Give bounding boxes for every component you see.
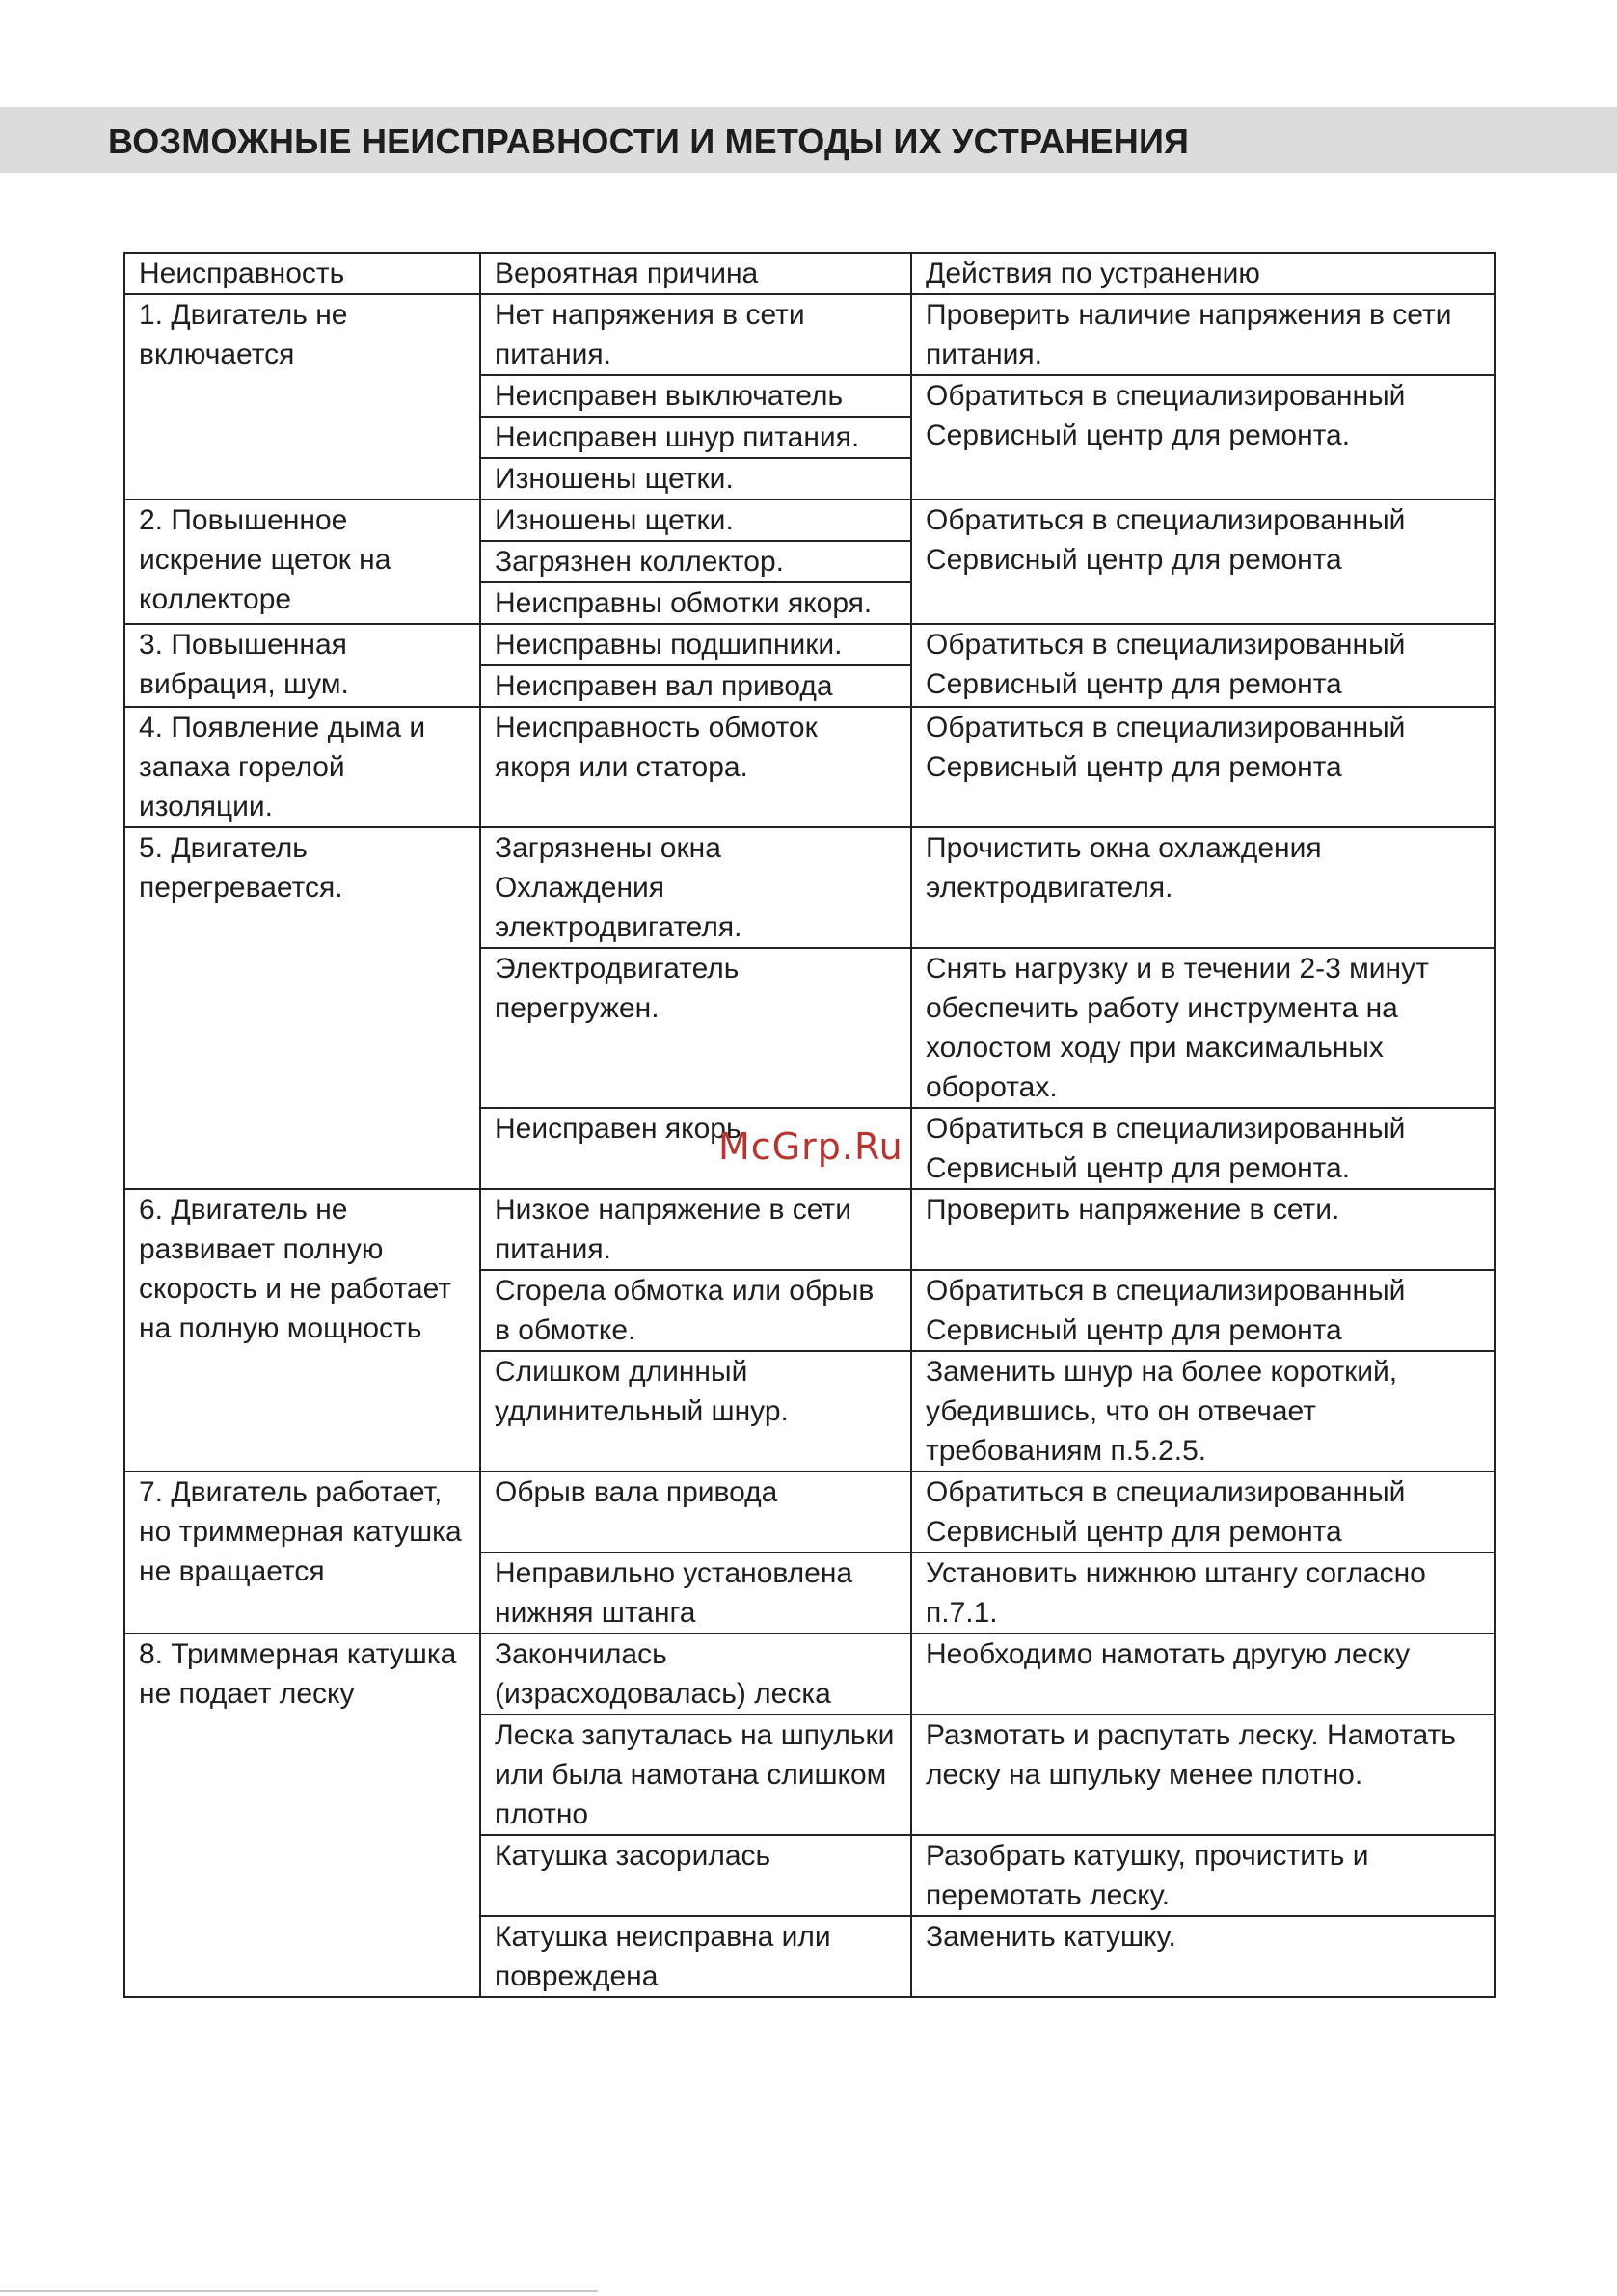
cause-cell: Катушка неисправна или повреждена — [480, 1916, 911, 1997]
cause-cell: Неисправен шнур питания. — [480, 417, 911, 458]
cause-cell: Леска запуталась на шпульки или была намотана слишком плотно — [480, 1715, 911, 1835]
table-row — [124, 500, 1495, 541]
fault-cell: 5. Двигатель перегревается. — [124, 827, 480, 1189]
action-cell: Обратиться в специализированный Сервисный центр для ремонта — [911, 1472, 1495, 1553]
cause-cell: Неисправность обмоток якоря или статора. — [480, 707, 911, 827]
fault-cell: 7. Двигатель работает, но триммерная катушка не вращается — [124, 1472, 480, 1634]
action-cell: Проверить напряжение в сети. — [911, 1189, 1495, 1270]
table-row — [124, 294, 1495, 375]
cause-cell: Неисправны подшипники. — [480, 624, 911, 665]
table-row — [124, 707, 1495, 827]
cause-cell: Обрыв вала привода — [480, 1472, 911, 1553]
action-cell: Обратиться в специализированный Сервисный центр для ремонта — [911, 500, 1495, 624]
cause-cell: Неправильно установлена нижняя штанга — [480, 1553, 911, 1634]
cause-cell: Неисправен вал привода — [480, 665, 911, 707]
header-action: Действия по устранению — [911, 253, 1495, 294]
cause-cell: Сгорела обмотка или обрыв в обмотке. — [480, 1270, 911, 1351]
header-fault: Неисправность — [124, 253, 480, 294]
action-cell: Заменить шнур на более короткий, убедившись, что он отвечает требованиям п.5.2.5. — [911, 1351, 1495, 1472]
fault-cell: 2. Повышенное искрение щеток на коллекторе — [124, 500, 480, 624]
cause-cell: Нет напряжения в сети питания. — [480, 294, 911, 375]
action-cell: Проверить наличие напряжения в сети питания. — [911, 294, 1495, 375]
header-cause: Вероятная причина — [480, 253, 911, 294]
cause-cell: Низкое напряжение в сети питания. — [480, 1189, 911, 1270]
fault-cell: 1. Двигатель не включается — [124, 294, 480, 500]
cause-cell: Загрязнены окна Охлаждения электродвигателя. — [480, 827, 911, 948]
table-row — [124, 1189, 1495, 1270]
action-cell: Установить нижнюю штангу согласно п.7.1. — [911, 1553, 1495, 1634]
action-cell: Обратиться в специализированный Сервисный центр для ремонта. — [911, 375, 1495, 500]
action-cell: Снять нагрузку и в течении 2-3 минут обеспечить работу инструмента на холостом ходу при максимальных оборотах. — [911, 948, 1495, 1108]
cause-cell: Закончилась (израсходовалась) леска — [480, 1634, 911, 1715]
action-cell: Необходимо намотать другую леску — [911, 1634, 1495, 1715]
table-row — [124, 827, 1495, 948]
table-row — [124, 624, 1495, 665]
action-cell: Обратиться в специализированный Сервисный центр для ремонта — [911, 1270, 1495, 1351]
cause-cell: Изношены щетки. — [480, 500, 911, 541]
action-cell: Заменить катушку. — [911, 1916, 1495, 1997]
fault-cell: 8. Триммерная катушка не подает леску — [124, 1634, 480, 1997]
watermark: McGrp.Ru — [718, 1125, 903, 1168]
fault-cell: 4. Появление дыма и запаха горелой изоляции. — [124, 707, 480, 827]
cause-cell: Катушка засорилась — [480, 1835, 911, 1916]
action-cell: Обратиться в специализированный Сервисный центр для ремонта. — [911, 1108, 1495, 1189]
cause-cell: Неисправен выключатель — [480, 375, 911, 417]
cause-cell: Загрязнен коллектор. — [480, 541, 911, 582]
fault-cell: 3. Повышенная вибрация, шум. — [124, 624, 480, 707]
cause-cell: Неисправны обмотки якоря. — [480, 582, 911, 624]
cause-cell: Слишком длинный удлинительный шнур. — [480, 1351, 911, 1472]
fault-cell: 6. Двигатель не развивает полную скорость и не работает на полную мощность — [124, 1189, 480, 1472]
action-cell: Обратиться в специализированный Сервисный центр для ремонта — [911, 707, 1495, 827]
action-cell: Размотать и распутать леску. Намотать леску на шпульку менее плотно. — [911, 1715, 1495, 1835]
table-row — [124, 1634, 1495, 1715]
cause-cell: Изношены щетки. — [480, 458, 911, 500]
table-row — [124, 1472, 1495, 1553]
action-cell: Обратиться в специализированный Сервисный центр для ремонта — [911, 624, 1495, 707]
action-cell: Разобрать катушку, прочистить и перемотать леску. — [911, 1835, 1495, 1916]
action-cell: Прочистить окна охлаждения электродвигателя. — [911, 827, 1495, 948]
table-header-row — [124, 253, 1495, 294]
cause-cell: Электродвигатель перегружен. — [480, 948, 911, 1108]
cause-cell: Неисправен якорь. — [480, 1108, 911, 1189]
footer-divider — [0, 2290, 598, 2292]
page-title: ВОЗМОЖНЫЕ НЕИСПРАВНОСТИ И МЕТОДЫ ИХ УСТРАНЕНИЯ — [108, 122, 1190, 161]
